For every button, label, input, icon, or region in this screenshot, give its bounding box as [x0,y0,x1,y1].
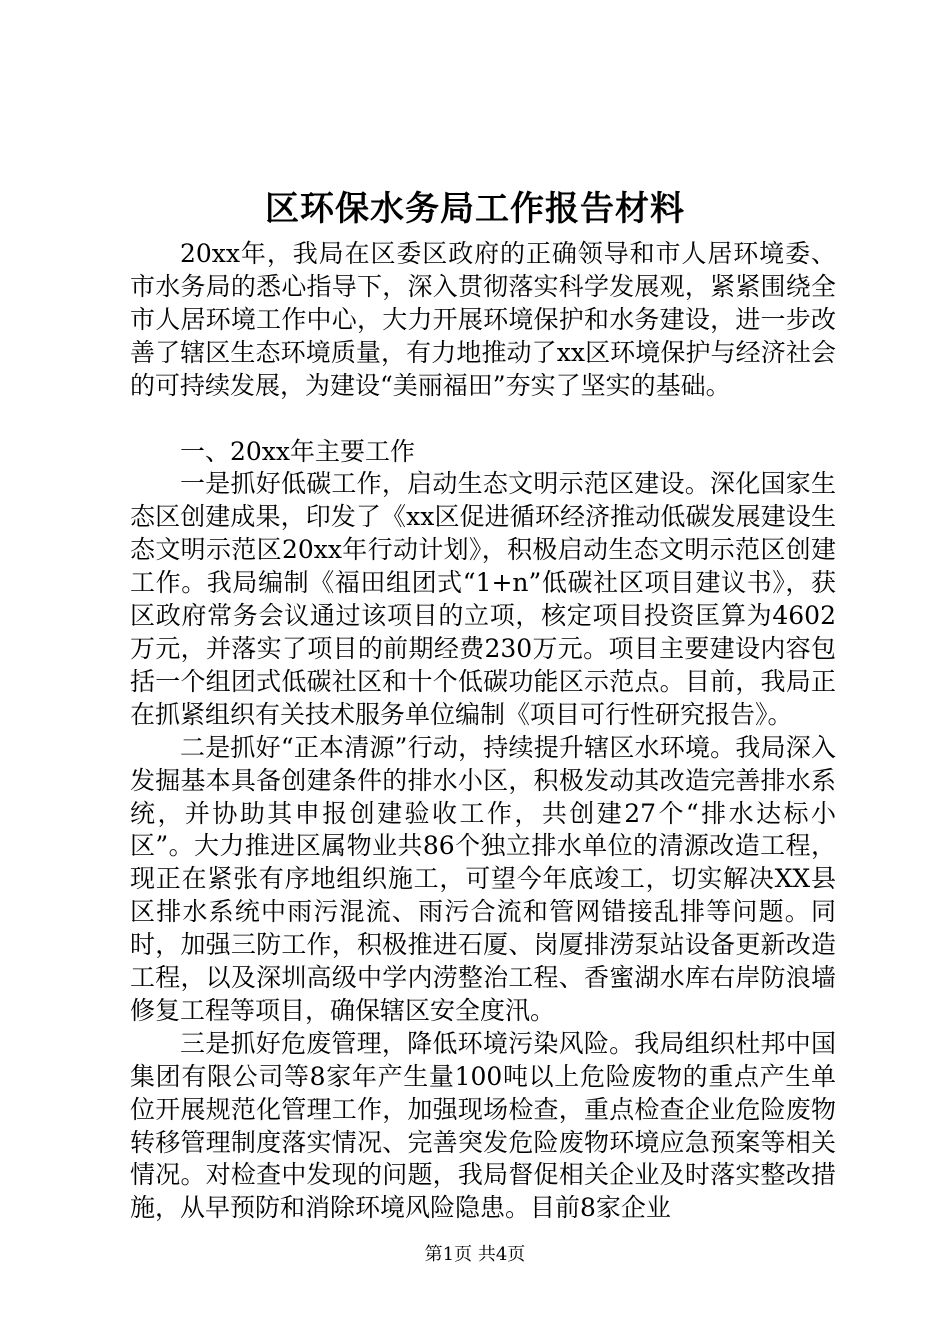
intro-paragraph: 20xx年，我局在区委区政府的正确领导和市人居环境委、市水务局的悉心指导下，深入贯彻落实科学发展观，紧紧围绕全市人居环境工作中心，大力开展环境保护和水务建设，进一步改善了辖区生态环境质量，有力地推动了xx区环境保护与经济社会的可持续发展，为建设“美丽福田”夯实了坚实的基础。 [130,239,836,400]
document-title: 区环保水务局工作报告材料 [265,189,685,229]
paragraph-hazardous-waste: 三是抓好危废管理，降低环境污染风险。我局组织杜邦中国集团有限公司等8家年产生量100吨以上危险废物的重点产生单位开展规范化管理工作，加强现场检查，重点检查企业危险废物转移管理制度落实情况、完善突发危险废物环境应急预案等相关情况。对检查中发现的问题，我局督促相关企业及时落实整改措施，从早预防和消除环境风险隐患。目前8家企业 [130,1028,836,1223]
paragraph-water-environment: 二是抓好“正本清源”行动，持续提升辖区水环境。我局深入发掘基本具备创建条件的排水小区，积极发动其改造完善排水系统，并协助其申报创建验收工作，共创建27个“排水达标小区”。大力推进区属物业共86个独立排水单位的清源改造工程，现正在紧张有序地组织施工，可望今年底竣工，切实解决XX县区排水系统中雨污混流、雨污合流和管网错接乱排等问题。同时，加强三防工作，积极推进石厦、岗厦排涝泵站设备更新改造工程，以及深圳高级中学内涝整治工程、香蜜湖水库右岸防浪墙修复工程等项目，确保辖区安全度汛。 [130,732,836,1025]
section-heading: 一、20xx年主要工作 [180,436,416,466]
paragraph-low-carbon: 一是抓好低碳工作，启动生态文明示范区建设。深化国家生态区创建成果，印发了《xx区促进循环经济推动低碳发展建设生态文明示范区20xx年行动计划》，积极启动生态文明示范区创建工作。我局编制《福田组团式“1+n”低碳社区项目建议书》，获区政府常务会议通过该项目的立项，核定项目投资匡算为4602万元，并落实了项目的前期经费230万元。项目主要建设内容包括一个组团式低碳社区和十个低碳功能区示范点。目前，我局正在抓紧组织有关技术服务单位编制《项目可行性研究报告》。 [130,469,836,729]
document-body [130,238,836,1225]
page-number-footer: 第1页 共4页 [424,1244,526,1265]
